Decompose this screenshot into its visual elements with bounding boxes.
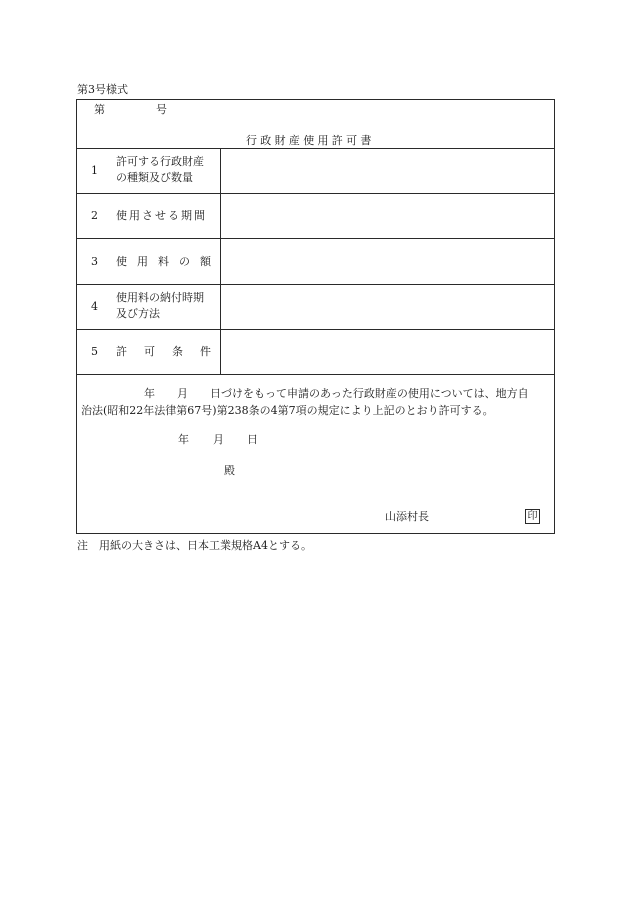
footnote: 注 用紙の大きさは、日本工業規格A4とする。 <box>77 539 312 552</box>
addressee-suffix: 殿 <box>224 464 235 477</box>
permit-number-suffix: 号 <box>156 103 167 116</box>
blank-year: 年 <box>144 387 155 400</box>
form-number-label: 第3号様式 <box>77 83 128 96</box>
divider <box>77 148 554 149</box>
row-label: の種類及び数量 <box>116 171 193 184</box>
divider <box>77 238 554 239</box>
divider <box>77 284 554 285</box>
row-number: 4 <box>91 300 98 313</box>
row-number: 3 <box>91 255 98 268</box>
date-year: 年 <box>178 433 189 446</box>
row-label: 許可条件 <box>116 345 228 358</box>
row-label: 使用させる期間 <box>116 209 207 222</box>
document-title: 行政財産使用許可書 <box>246 134 375 147</box>
permit-number-prefix: 第 <box>94 103 105 116</box>
seal-mark: 印 <box>525 509 540 524</box>
issuer-name: 山添村長 <box>385 510 429 523</box>
row-label: 使用料の額 <box>116 255 221 268</box>
row-label: 及び方法 <box>116 307 160 320</box>
permit-form <box>76 99 555 534</box>
date-month: 月 <box>213 433 224 446</box>
date-day: 日 <box>247 433 258 446</box>
permission-sentence: 日づけをもって申請のあった行政財産の使用については、地方自 <box>210 387 529 400</box>
blank-month: 月 <box>177 387 188 400</box>
row-label: 許可する行政財産 <box>116 155 204 168</box>
permission-sentence-continued: 治法(昭和22年法律第67号)第238条の4第7項の規定により上記のとおり許可する。 <box>81 404 494 417</box>
divider <box>77 374 554 375</box>
divider <box>77 193 554 194</box>
divider <box>77 329 554 330</box>
row-label: 使用料の納付時期 <box>116 291 204 304</box>
row-number: 2 <box>91 209 98 222</box>
row-number: 1 <box>91 164 98 177</box>
row-number: 5 <box>91 345 98 358</box>
